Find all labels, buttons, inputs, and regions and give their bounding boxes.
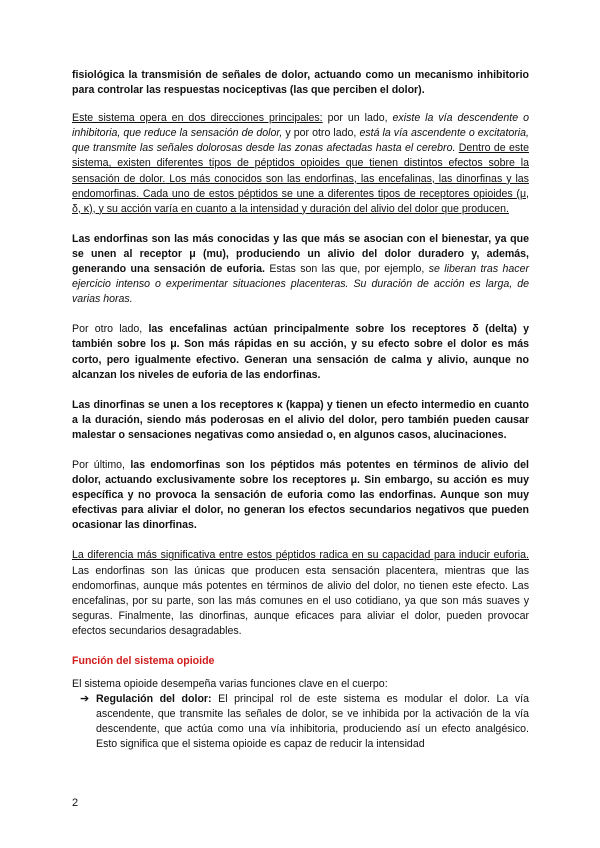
p6-bold: las endomorfinas son los péptidos más potentes en términos de alivio del dolor, actuando exclusivamente sobre los receptores μ. Sin embargo, su acción es muy específica y no provoca la sensación de euforia como las endorfinas. Aunque son muy efectivas para aliviar el dolor, no generan los efectos secundarios negativos que pueden ocasionar las dinorfinas. (72, 458, 529, 532)
paragraph-1 (72, 68, 529, 98)
paragraph-7 (72, 548, 529, 639)
list-item-body: El principal rol de este sistema es modular el dolor. La vía ascendente, que transmite las señales de dolor, se ve inhibida por la activación de la vía descendente, que actúa como una vía inhibitoria, produciendo así un efecto analgésico. Esto significa que el sistema opioide es capaz de reducir la intensidad (96, 693, 530, 751)
paragraph-2 (72, 111, 529, 217)
list-item-title: Regulación del dolor: (96, 693, 212, 706)
p4-bold: las encefalinas actúan principalmente sobre los receptores δ (delta) y también sobre los μ. Son más rápidas en su acción, y su efecto sobre el dolor es más corto, pero igualmente efectivo. Generan una sensación de calma y alivio, aunque no alcanzan los niveles de euforia de las endorfinas. (72, 323, 529, 381)
section-heading: Función del sistema opioide (72, 655, 215, 667)
p2-text-b: por un lado, (322, 112, 393, 125)
arrow-right-icon: ➔ (80, 693, 90, 706)
p2-text-d: y por otro lado, (282, 127, 360, 140)
p4-text: Por otro lado, (72, 323, 149, 336)
p3-bold: Las endorfinas son las más conocidas y las que más se asocian con el bienestar, ya que se unen al receptor μ (mu), produciendo un alivio del dolor duradero y, además, generando una sensación de euforia. (72, 232, 529, 276)
p7-text: Las endorfinas son las únicas que producen esta sensación placentera, mientras que las endomorfinas, aunque más potentes en términos de alivio del dolor, no tienen este efecto. Las encefalinas, por su parte, son las más comunes en el uso cotidiano, ya que son más suaves y seguras. Finalmente, las dinorfinas, aunque eficaces para aliviar el dolor, pueden provocar efectos secundarios desagradables. (72, 564, 529, 637)
list-item-text (96, 692, 529, 752)
paragraph-5 (72, 398, 529, 443)
paragraph-1-text: fisiológica la transmisión de señales de dolor, actuando como un mecanismo inhibitorio para controlar las respuestas nociceptivas (las que perciben el dolor). (72, 69, 529, 97)
p2-underlined-intro: Este sistema opera en dos direcciones principales: (72, 112, 323, 125)
p2-italic-descending: existe la vía descendente o inhibitoria, que reduce la sensación de dolor, (72, 112, 529, 140)
p2-underlined-types: Dentro de este sistema, existen diferentes tipos de péptidos opioides que tienen distintos efectos sobre la sensación de dolor. (72, 142, 529, 185)
p6-text: Por último, (72, 458, 131, 471)
p3-text: Estas son las que, por ejemplo, (264, 263, 429, 276)
intro-text: El sistema opioide desempeña varias funciones clave en el cuerpo: (72, 678, 388, 690)
p5-bold: Las dinorfinas se unen a los receptores κ (kappa) y tienen un efecto intermedio en cuanto a la duración, siendo más poderosas en el alivio del dolor, pero también pueden causar malestar o sensaciones negativas como ansiedad o, en algunos casos, alucinaciones. (72, 398, 529, 441)
page-body (72, 68, 529, 752)
paragraph-6 (72, 458, 529, 533)
p3-italic: se liberan tras hacer ejercicio intenso o experimentar situaciones placenteras. Su duración de acción es larga, de varias horas. (72, 263, 529, 306)
paragraph-4 (72, 322, 529, 382)
p7-underlined: La diferencia más significativa entre estos péptidos radica en su capacidad para inducir euforia. (72, 549, 529, 562)
p2-underlined-known: Los más conocidos son las endorfinas, las encefalinas, las dinorfinas y las endomorfinas. Cada uno de estos péptidos se une a diferentes tipos de receptores opioides (μ, δ, κ), y su acción varía en cuanto a la intensidad y duración del alivio del dolor que producen. (72, 172, 529, 215)
paragraph-3 (72, 232, 529, 307)
p2-italic-ascending: está la vía ascendente o excitatoria, que transmite las señales dolorosas desde las zonas afectadas hasta el cerebro. (72, 127, 529, 155)
page-number: 2 (72, 797, 79, 809)
list-item (80, 692, 529, 752)
